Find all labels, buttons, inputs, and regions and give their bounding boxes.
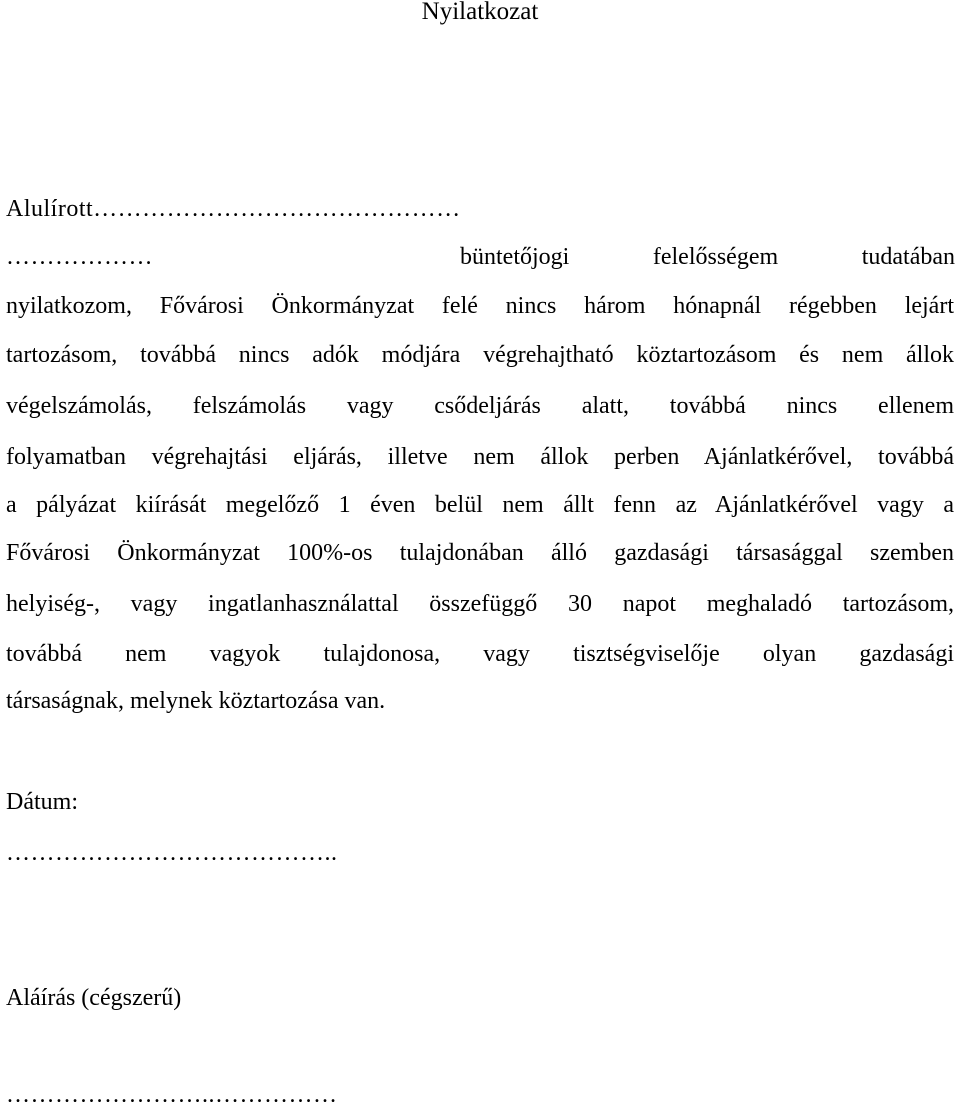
- date-label: Dátum:: [6, 789, 78, 815]
- document-title: Nyilatkozat: [421, 0, 539, 25]
- body-line-7: Fővárosi Önkormányzat 100%-os tulajdonában álló gazdasági társasággal szemben: [6, 540, 954, 566]
- intro-line: [6, 194, 954, 224]
- body-line-5: folyamatban végrehajtási eljárás, illetve nem állok perben Ajánlatkérővel, továbbá: [6, 444, 954, 470]
- body-line-6: a pályázat kiírását megelőző 1 éven belül nem állt fenn az Ajánlatkérővel vagy a: [6, 492, 954, 518]
- body-line-9: továbbá nem vagyok tulajdonosa, vagy tisztségviselője olyan gazdasági: [6, 641, 954, 667]
- body-line-2: nyilatkozom, Fővárosi Önkormányzat felé nincs három hónapnál régebben lejárt: [6, 293, 954, 319]
- date-placeholder: …………………………………..: [6, 840, 338, 866]
- name-placeholder-2: ………………: [6, 244, 153, 270]
- signature-placeholder: ……………………..……………: [6, 1082, 338, 1108]
- intro-continuation-line: [6, 242, 954, 272]
- intro-label: Alulírott: [6, 196, 94, 222]
- body-line-1: büntetőjogi felelősségem tudatában: [460, 244, 955, 270]
- name-placeholder-1: ………………………………………: [93, 196, 461, 222]
- body-line-10: társaságnak, melynek köztartozása van.: [6, 688, 386, 714]
- body-line-3: tartozásom, továbbá nincs adók módjára végrehajtható köztartozásom és nem állok: [6, 342, 954, 368]
- body-line-4: végelszámolás, felszámolás vagy csődeljárás alatt, továbbá nincs ellenem: [6, 393, 954, 419]
- signature-label: Aláírás (cégszerű): [6, 985, 182, 1011]
- body-line-8: helyiség-, vagy ingatlanhasználattal összefüggő 30 napot meghaladó tartozásom,: [6, 591, 954, 617]
